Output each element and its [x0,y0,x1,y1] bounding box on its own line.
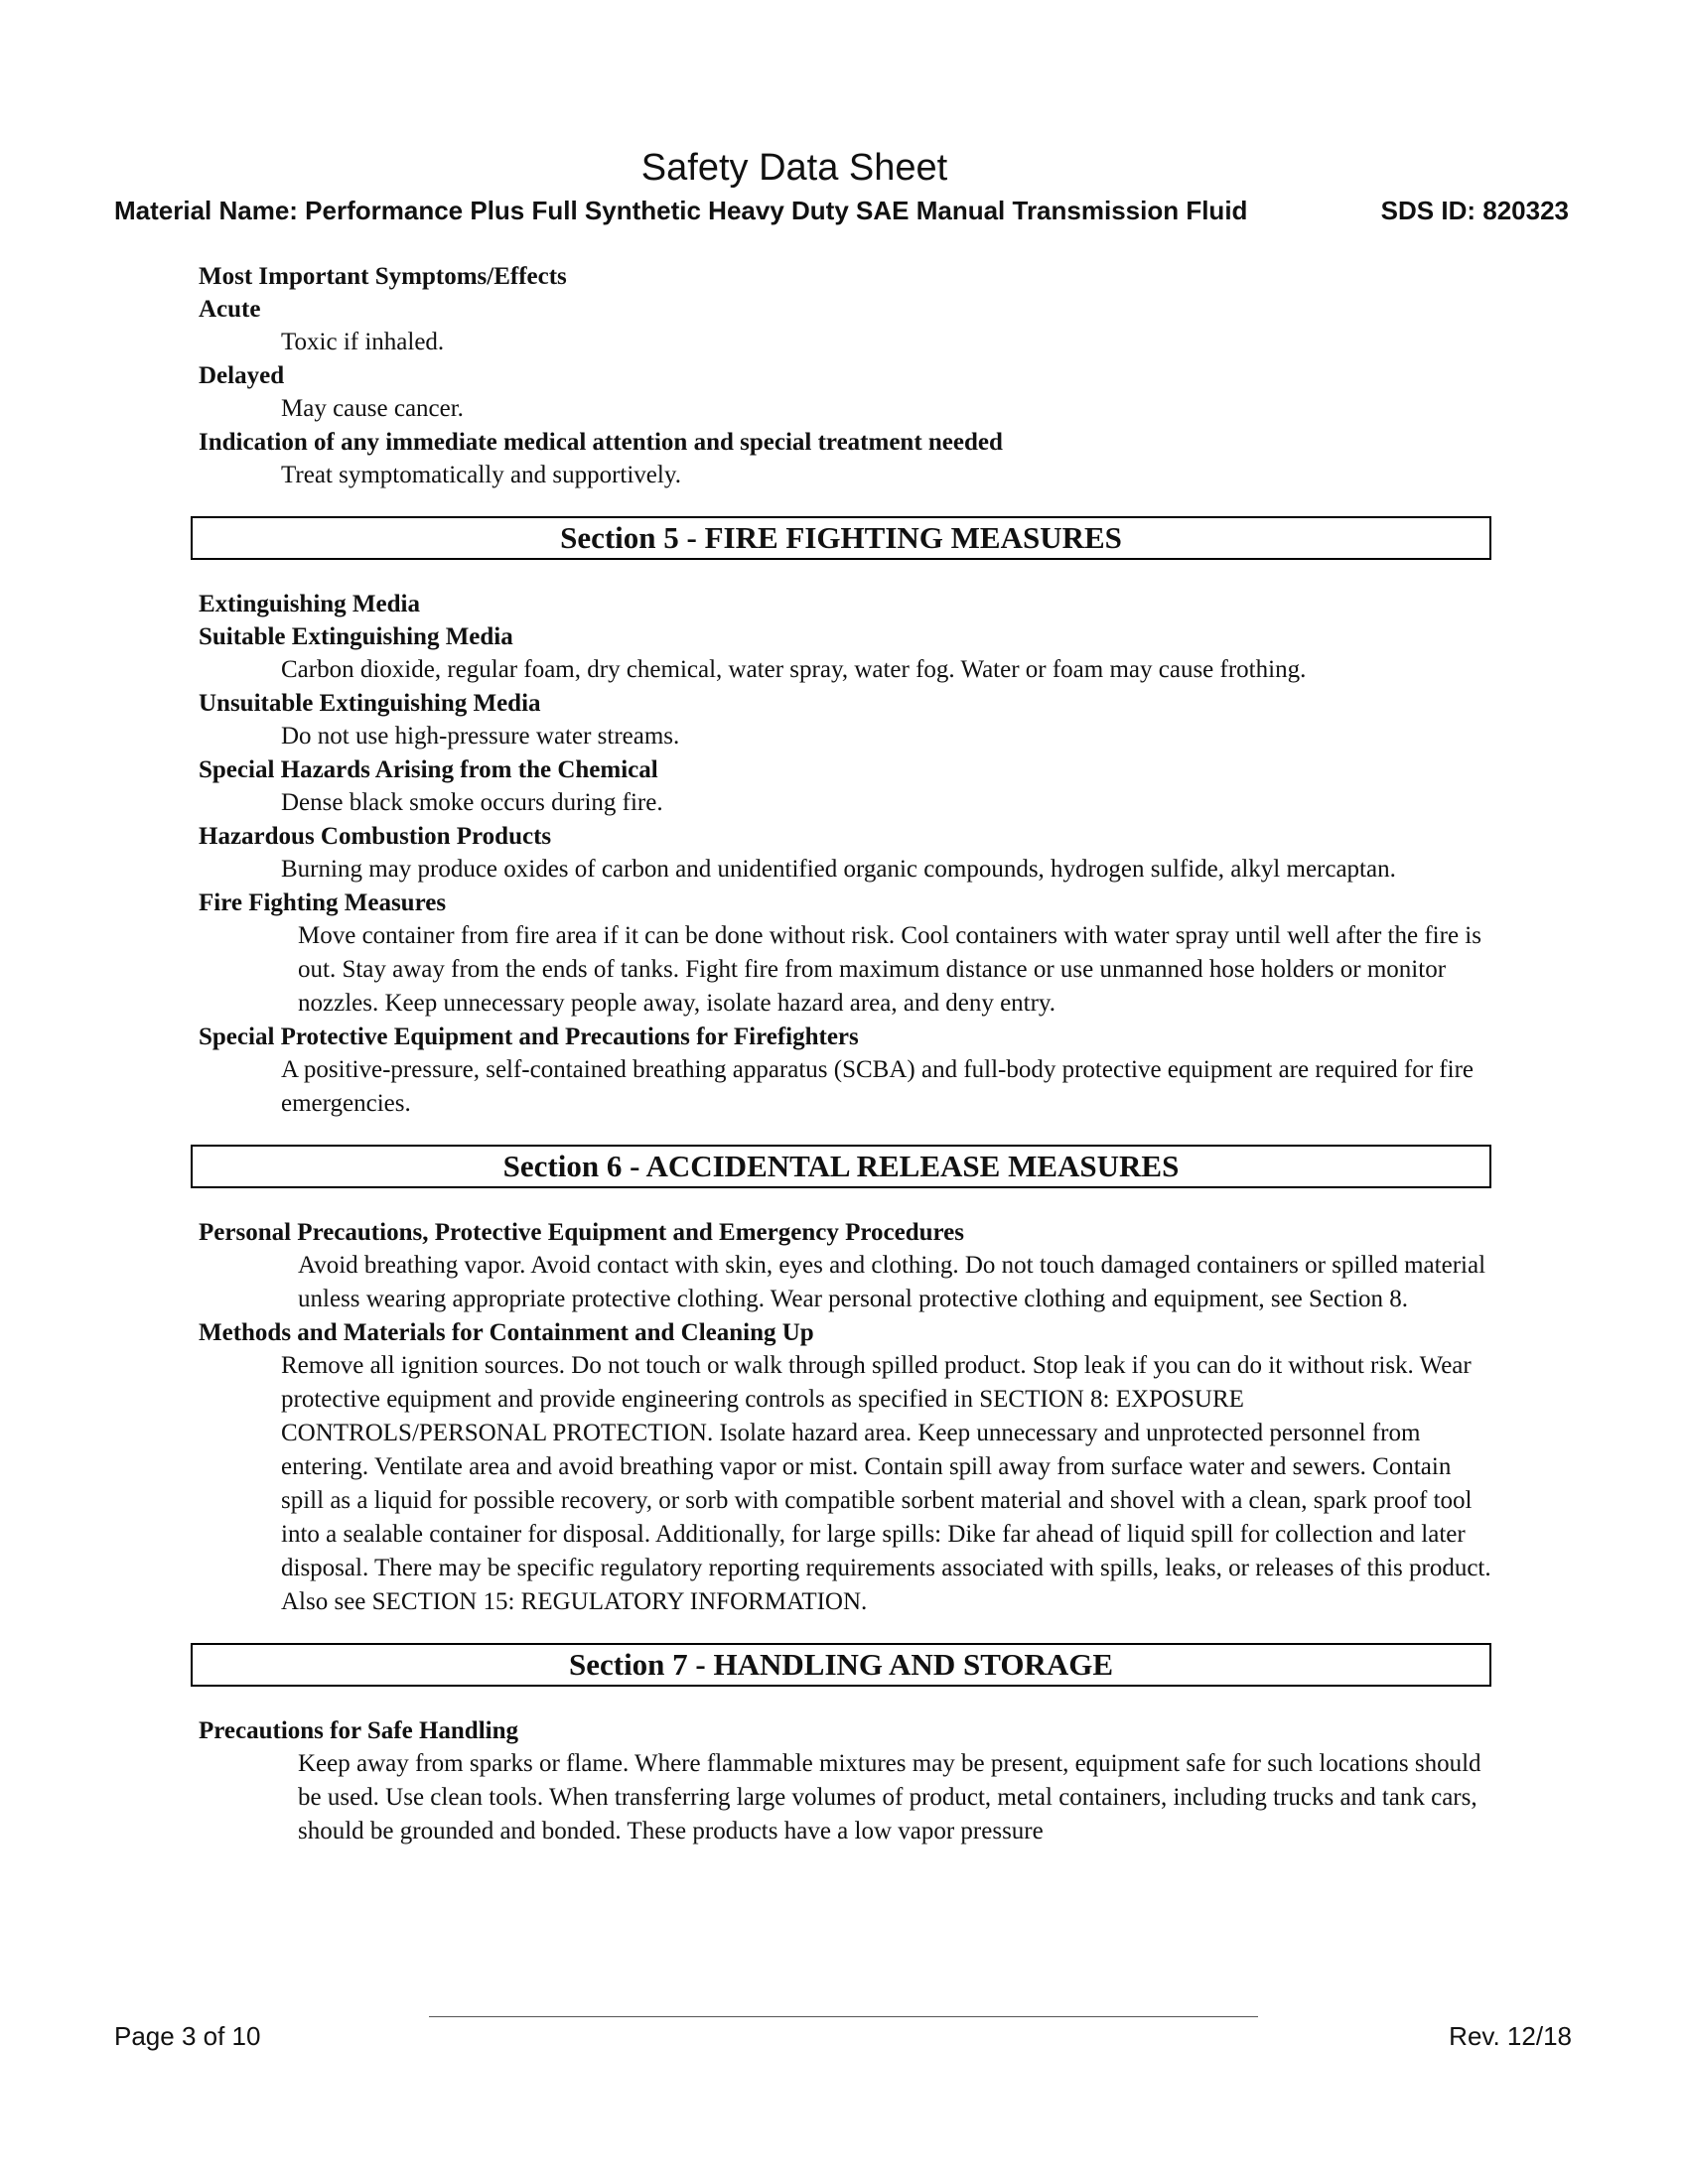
delayed-text: May cause cancer. [281,395,464,422]
special-hazards-heading: Special Hazards Arising from the Chemical [199,756,658,783]
section-7-header: Section 7 - HANDLING AND STORAGE [191,1643,1491,1687]
page-number: Page 3 of 10 [114,2021,261,2051]
containment-heading: Methods and Materials for Containment and Cleaning Up [199,1319,814,1346]
combustion-products-text: Burning may produce oxides of carbon and unidentified organic compounds, hydrogen sulfide, alkyl mercaptan. [281,856,1396,883]
section-6-header: Section 6 - ACCIDENTAL RELEASE MEASURES [191,1145,1491,1188]
acute-text: Toxic if inhaled. [281,329,445,355]
special-hazards-text: Dense black smoke occurs during fire. [281,789,663,816]
unsuitable-media-heading: Unsuitable Extinguishing Media [199,690,541,717]
revision-label: Rev. 12/18 [1449,2021,1572,2051]
suitable-media-text: Carbon dioxide, regular foam, dry chemical, water spray, water fog. Water or foam may cause frothing. [281,656,1307,683]
symptoms-heading: Most Important Symptoms/Effects [199,263,567,290]
document-body [199,260,1499,1848]
firefighter-ppe-heading: Special Protective Equipment and Precautions for Firefighters [199,1024,859,1050]
material-header [114,196,1569,226]
fire-fighting-measures-heading: Fire Fighting Measures [199,889,447,916]
safe-handling-text: Keep away from sparks or flame. Where flammable mixtures may be present, equipment safe for such locations should be used. Use clean tools. When transferring large volumes of product, metal containers, including trucks and tank cars, should be grounded and bonded. These products have a low vapor pressure [298,1750,1481,1844]
medical-attention-text: Treat symptomatically and supportively. [281,462,681,488]
personal-precautions-heading: Personal Precautions, Protective Equipment and Emergency Procedures [199,1219,964,1246]
material-name: Material Name: Performance Plus Full Synthetic Heavy Duty SAE Manual Transmission Fluid [114,196,1248,225]
section-5-header: Section 5 - FIRE FIGHTING MEASURES [191,516,1491,560]
extinguishing-media-heading: Extinguishing Media [199,591,420,617]
firefighter-ppe-text: A positive-pressure, self-contained breathing apparatus (SCBA) and full-body protective equipment are required for fire emergencies. [281,1056,1474,1117]
combustion-products-heading: Hazardous Combustion Products [199,823,552,850]
medical-attention-heading: Indication of any immediate medical attention and special treatment needed [199,429,1003,456]
sds-id: SDS ID: 820323 [1380,196,1569,225]
safe-handling-heading: Precautions for Safe Handling [199,1717,519,1744]
unsuitable-media-text: Do not use high-pressure water streams. [281,723,680,750]
delayed-heading: Delayed [199,362,285,389]
personal-precautions-text: Avoid breathing vapor. Avoid contact with skin, eyes and clothing. Do not touch damaged containers or spilled material unless wearing appropriate protective clothing. Wear personal protective clothing and equipment, see Section 8. [298,1252,1486,1312]
acute-heading: Acute [199,296,261,323]
suitable-media-heading: Suitable Extinguishing Media [199,623,513,650]
containment-text: Remove all ignition sources. Do not touch or walk through spilled product. Stop leak if you can do it without risk. Wear protective equipment and provide engineering controls as specified in SECTION 8: EXPOSURE CONTROLS/PERSONAL PROTECTION. Isolate hazard area. Keep unnecessary and unprotected personnel from entering. Ventilate area and avoid breathing vapor or mist. Contain spill away from surface water and sewers. Contain spill as a liquid for possible recovery, or sorb with compatible sorbent material and shovel with a clean, spark proof tool into a sealable container for disposal. Additionally, for large spills: Dike far ahead of liquid spill for collection and later disposal. There may be specific regulatory reporting requirements associated with spills, leaks, or releases of this product. Also see SECTION 15: REGULATORY INFORMATION. [281,1352,1491,1615]
footer-divider [429,2016,1258,2017]
document-title: Safety Data Sheet [640,147,948,189]
fire-fighting-measures-text: Move container from fire area if it can be done without risk. Cool containers with water spray until well after the fire is out. Stay away from the ends of tanks. Fight fire from maximum distance or use unmanned hose holders or monitor nozzles. Keep unnecessary people away, isolate hazard area, and deny entry. [298,922,1481,1017]
